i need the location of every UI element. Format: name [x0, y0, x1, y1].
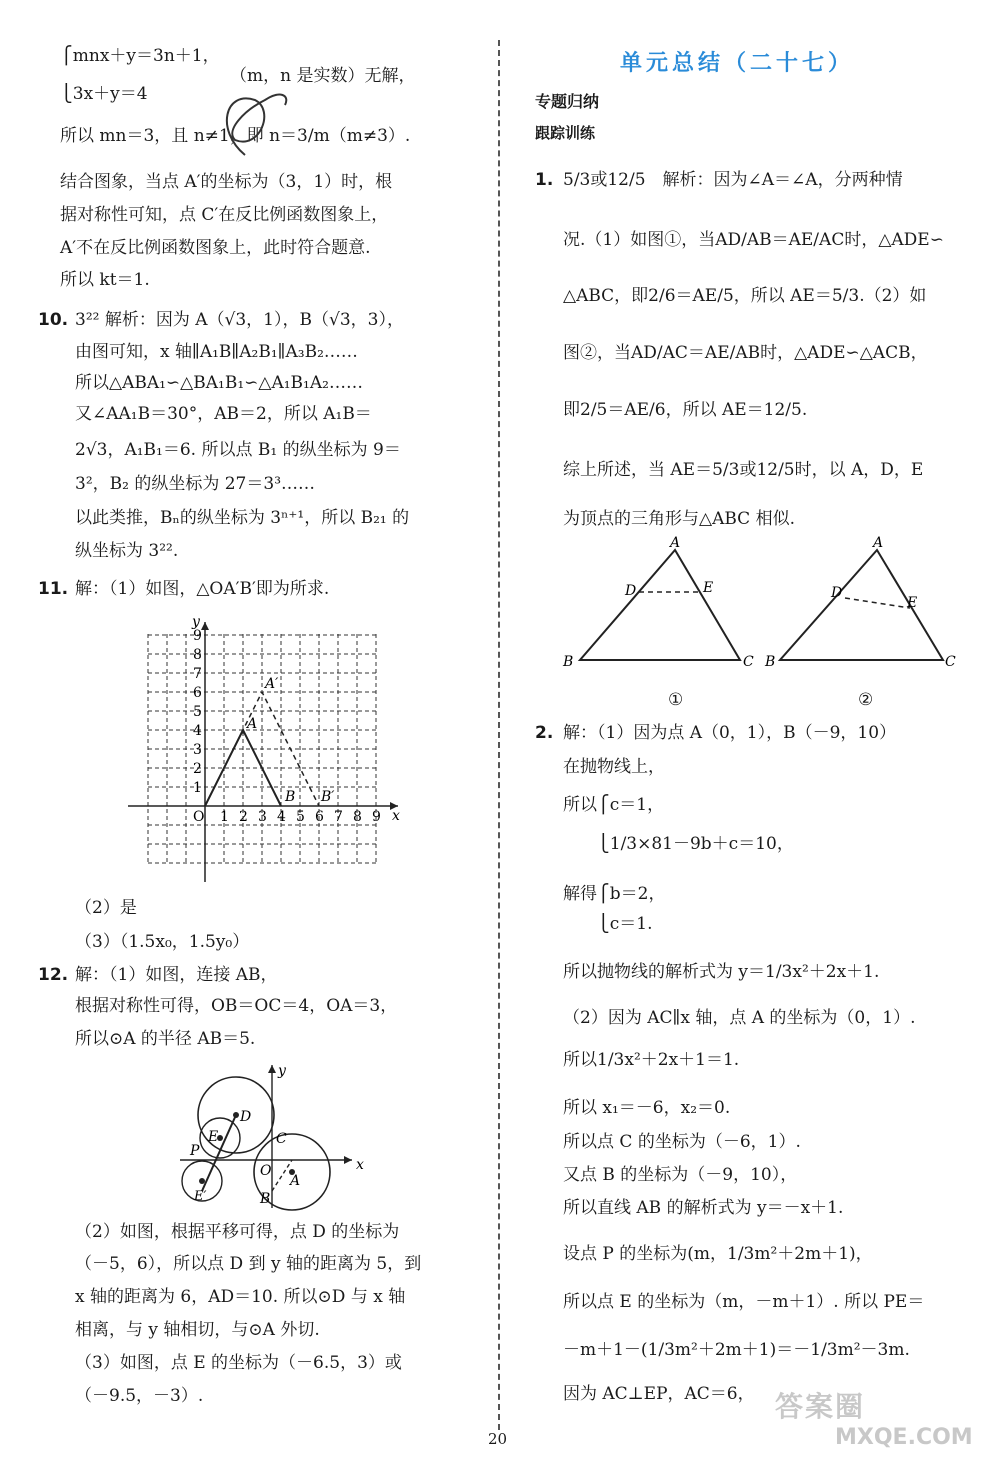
text-line: 因为 AC⊥EP，AC＝6，: [563, 1384, 755, 1404]
text-line: 结合图象，当点 A′的坐标为（3，1）时，根: [60, 172, 393, 192]
text-line: 图②，当AD/AC＝AE/AB时，△ADE∽△ACB，: [563, 343, 928, 363]
text-line: 3²，B₂ 的纵坐标为 27＝3³……: [75, 474, 316, 494]
text-line: 所以 mn＝3，且 n≠1，即 n＝3/m（m≠3）.: [60, 126, 411, 146]
text-line: 又∠AA₁B＝30°，AB＝2，所以 A₁B＝: [75, 404, 372, 424]
text-line: （2）因为 AC∥x 轴，点 A 的坐标为（0，1）.: [563, 1008, 916, 1028]
x-tick-label: 9: [372, 809, 381, 825]
question-number: 12.: [38, 965, 69, 985]
text-line: （－9.5，－3）.: [75, 1386, 204, 1406]
text-line: 又点 B 的坐标为（－9，10），: [563, 1165, 798, 1185]
label-A: A: [873, 535, 884, 551]
point-label-B-prime: B′: [321, 789, 335, 805]
point-label-B: B: [285, 789, 296, 805]
text-line: （3）如图，点 E 的坐标为（－6.5，3）或: [75, 1353, 402, 1373]
label-D: D: [831, 585, 843, 601]
text-line: 据对称性可知，点 C′在反比例函数图象上，: [60, 205, 389, 225]
text-line: 所以1/3x²＋2x＋1＝1.: [563, 1050, 740, 1070]
label-B: B: [765, 654, 776, 670]
point-label-E-prime: E′: [194, 1189, 207, 1204]
label-B: B: [563, 654, 574, 670]
text-line: 即2/5＝AE/6，所以 AE＝12/5.: [563, 400, 808, 420]
point-label-E: E: [208, 1129, 219, 1145]
text-line: 相离，与 y 轴相切，与⊙A 外切.: [75, 1320, 320, 1340]
point-label-A: A: [247, 716, 258, 732]
circles-figure: [180, 1063, 364, 1211]
y-axis-label: y: [278, 1063, 286, 1079]
equation-system-line1: ⎧mnx＋y＝3n＋1，: [60, 46, 220, 66]
question-number: 1.: [535, 170, 554, 190]
label-C: C: [743, 654, 754, 670]
text-line: 所以直线 AB 的解析式为 y＝－x＋1.: [563, 1198, 844, 1218]
y-tick-label: 4: [193, 723, 202, 739]
coordinate-grid-figure: [120, 610, 410, 890]
point-label-O: O: [260, 1163, 272, 1179]
text-line: 2√3，A₁B₁＝6. 所以点 B₁ 的纵坐标为 9＝: [75, 440, 401, 460]
text-line: 所以△ABA₁∽△BA₁B₁∽△A₁B₁A₂……: [75, 373, 363, 393]
text-line: 所以点 E 的坐标为（m，－m＋1）. 所以 PE＝: [563, 1292, 925, 1312]
question-number: 2.: [535, 723, 554, 743]
text-line: △ABC，即2/6＝AE/5，所以 AE＝5/3.（2）如: [563, 286, 927, 306]
label-E: E: [907, 595, 918, 611]
text-line: 所以⎧c＝1，: [563, 795, 665, 815]
watermark-url: MXQE.COM: [835, 1425, 973, 1450]
text-line: （2）如图，根据平移可得，点 D 的坐标为: [75, 1222, 400, 1242]
x-tick-label: 1: [220, 809, 229, 825]
subsection-heading: 跟踪训练: [535, 124, 596, 142]
text-line: 为顶点的三角形与△ABC 相似.: [563, 509, 795, 529]
x-tick-label: 7: [334, 809, 343, 825]
text-line: 3²² 解析：因为 A（√3，1），B（√3，3），: [75, 310, 404, 330]
text-line: 根据对称性可得，OB＝OC＝4，OA＝3，: [75, 996, 398, 1016]
point-label-P: P: [190, 1143, 200, 1159]
point-label-D: D: [240, 1109, 252, 1125]
text-line: x 轴的距离为 6，AD＝10. 所以⊙D 与 x 轴: [75, 1287, 406, 1307]
text-line: （－5，6），所以点 D 到 y 轴的距离为 5，到: [75, 1254, 422, 1274]
column-divider: [498, 40, 500, 1430]
text-line: 解得⎧b＝2，: [563, 884, 666, 904]
y-tick-label: 6: [193, 685, 202, 701]
text-line: 在抛物线上，: [563, 757, 665, 777]
text-line: 设点 P 的坐标为(m，1/3m²＋2m＋1)，: [563, 1244, 873, 1264]
page-number: 20: [488, 1430, 508, 1448]
handwritten-scribble: [205, 70, 305, 165]
text-line: 所以⊙A 的半径 AB＝5.: [75, 1029, 256, 1049]
label-E: E: [703, 580, 714, 596]
triangle-figures: [555, 535, 975, 680]
text-line: （3）（1.5x₀，1.5y₀）: [75, 932, 250, 952]
text-line: A′不在反比例函数图象上，此时符合题意.: [60, 238, 371, 258]
equation-note: （m，n 是实数）无解，: [230, 66, 416, 86]
y-tick-label: 8: [193, 647, 202, 663]
text-line: 解：（1）如图，连接 AB，: [75, 965, 278, 985]
x-axis-label: x: [392, 808, 400, 824]
point-label-B: B: [260, 1191, 271, 1207]
x-tick-label: 4: [277, 809, 286, 825]
text-line: 况.（1）如图①，当AD/AB＝AE/AC时，△ADE∽: [563, 230, 944, 250]
question-number: 11.: [38, 579, 69, 599]
text-line: 所以 x₁＝－6，x₂＝0.: [563, 1098, 731, 1118]
text-line: 5/3或12/5 解析：因为∠A＝∠A，分两种情: [563, 170, 903, 190]
y-axis-label: y: [192, 614, 200, 630]
section-heading: 专题归纳: [535, 92, 600, 111]
x-tick-label: 8: [353, 809, 362, 825]
y-tick-label: 9: [193, 628, 202, 644]
figure-caption-1: ①: [668, 690, 684, 710]
x-tick-label: 5: [296, 809, 305, 825]
y-tick-label: 3: [193, 742, 202, 758]
watermark-logo: 答案圈: [775, 1390, 866, 1423]
x-tick-label: O: [193, 809, 205, 825]
text-line: 解：（1）如图，△OA′B′即为所求.: [75, 579, 330, 599]
text-line: 所以点 C 的坐标为（－6，1）.: [563, 1132, 801, 1152]
x-axis-label: x: [356, 1157, 364, 1173]
x-tick-label: 2: [239, 809, 248, 825]
y-tick-label: 7: [193, 666, 202, 682]
text-line: （2）是: [75, 898, 137, 918]
label-A: A: [670, 535, 681, 551]
question-number: 10.: [38, 310, 69, 330]
text-line: 由图可知，x 轴∥A₁B∥A₂B₁∥A₃B₂……: [75, 342, 358, 362]
text-line: 解：（1）因为点 A（0，1），B（－9，10）: [563, 723, 897, 743]
label-D: D: [625, 583, 637, 599]
figure-caption-2: ②: [858, 690, 874, 710]
text-line: 综上所述，当 AE＝5/3或12/5时，以 A，D，E: [563, 460, 924, 480]
y-tick-label: 2: [193, 761, 202, 777]
point-label-C: C: [276, 1131, 287, 1147]
equation-system-line2: ⎩3x＋y＝4: [60, 84, 148, 104]
text-line: ⎩1/3×81－9b＋c＝10，: [563, 834, 794, 854]
unit-title: 单元总结（二十七）: [620, 51, 855, 76]
text-line: －m＋1－(1/3m²＋2m＋1)＝－1/3m²－3m.: [563, 1340, 910, 1360]
x-tick-label: 6: [315, 809, 324, 825]
x-tick-label: 3: [258, 809, 267, 825]
text-line: ⎩c＝1.: [563, 914, 653, 934]
text-line: 以此类推，Bₙ的纵坐标为 3ⁿ⁺¹，所以 B₂₁ 的: [75, 508, 410, 528]
y-tick-label: 1: [193, 780, 202, 796]
label-C: C: [945, 654, 956, 670]
y-tick-label: 5: [193, 704, 202, 720]
text-line: 所以抛物线的解析式为 y＝1/3x²＋2x＋1.: [563, 962, 880, 982]
text-line: 纵坐标为 3²².: [75, 541, 179, 561]
point-label-A-prime: A′: [265, 676, 279, 692]
text-line: 所以 kt＝1.: [60, 270, 150, 290]
point-label-A: A: [290, 1173, 301, 1189]
